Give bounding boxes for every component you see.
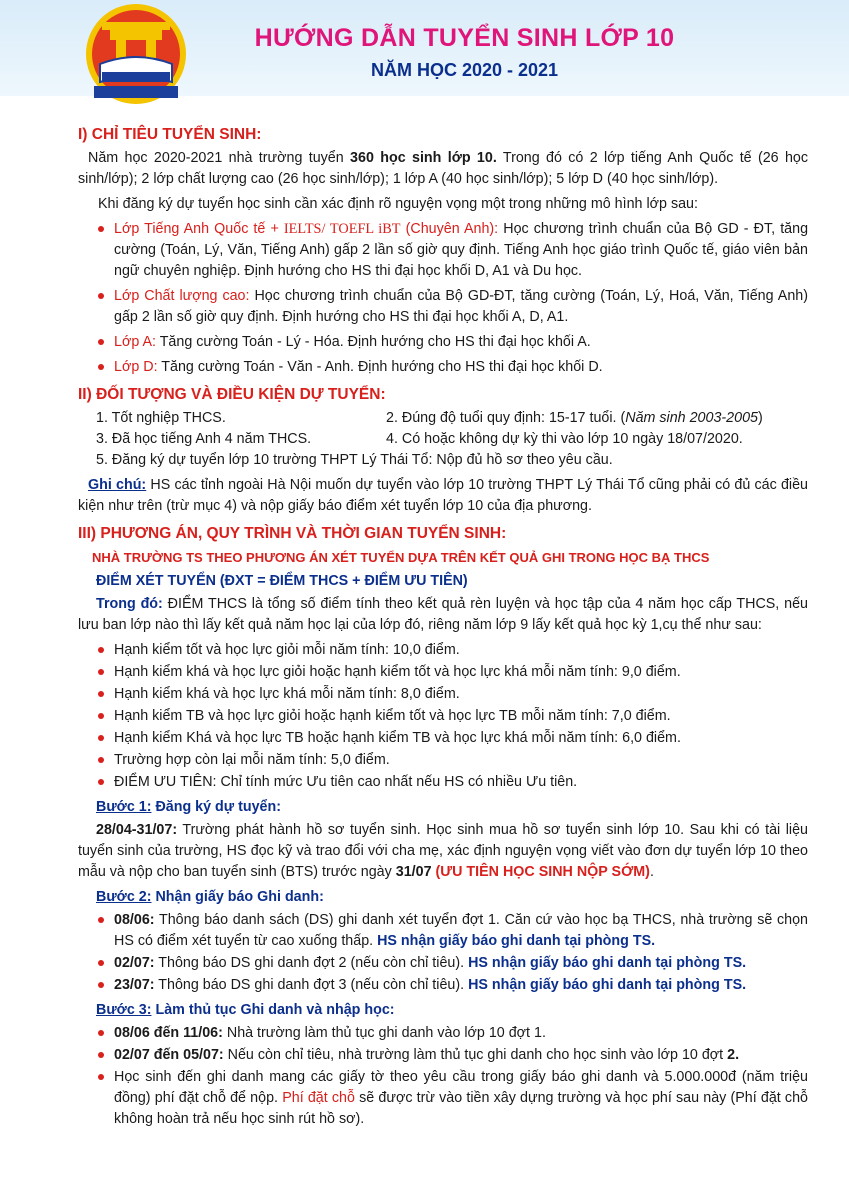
- class-model-list: [78, 219, 808, 378]
- section-3-heading: III) PHƯƠNG ÁN, QUY TRÌNH VÀ THỜI GIAN TUYỂN SINH:: [78, 525, 507, 542]
- s1-paragraph-1: Năm học 2020-2021 nhà trường tuyển 360 học sinh lớp 10. Trong đó có 2 lớp tiếng Anh Quốc tế (26 học sinh/lớp); 2 lớp chất lượng cao (26 học sinh/lớp); 1 lớp A (40 học sinh/lớp); 5 lớp D (40 học sinh/lớp).: [78, 150, 809, 187]
- document-body: [78, 118, 808, 1134]
- page-subtitle: NĂM HỌC 2020 - 2021: [370, 60, 559, 80]
- list-item: Học sinh đến ghi danh mang các giấy tờ theo yêu cầu trong giấy báo ghi danh và 5.000.000đ (năm triệu đồng) phí đặt chỗ để nộp. Phí đặt chỗ sẽ được trừ vào tiền xây dựng trường và học phí sau này (Phí đặt chỗ không hoàn trả nếu học sinh rút hồ sơ).: [96, 1067, 808, 1130]
- list-item: 08/06 đến 11/06: Nhà trường làm thủ tục ghi danh vào lớp 10 đợt 1.: [96, 1023, 808, 1044]
- step-3-heading: Bước 3: Làm thủ tục Ghi danh và nhập học:: [96, 1002, 395, 1018]
- list-item: Hạnh kiểm khá và học lực khá mỗi năm tính: 8,0 điểm.: [96, 684, 808, 705]
- s1-paragraph-2: Khi đăng ký dự tuyển học sinh cần xác định rõ nguyện vọng một trong những mô hình lớp sau:: [98, 196, 698, 212]
- list-item: Lớp D: Tăng cường Toán - Văn - Anh. Định hướng cho HS thi đại học khối D.: [96, 357, 808, 378]
- condition-5: 5. Đăng ký dự tuyển lớp 10 trường THPT Lý Thái Tổ: Nộp đủ hồ sơ theo yêu cầu.: [96, 452, 613, 468]
- page-title: HƯỚNG DẪN TUYỂN SINH LỚP 10: [254, 24, 675, 52]
- step-1-paragraph: 28/04-31/07: Trường phát hành hồ sơ tuyển sinh. Học sinh mua hồ sơ tuyển sinh lớp 10. Sau khi có tài liệu tuyển sinh của trường, HS đọc kỹ và trao đổi với cha mẹ, xác định nguyện vọng viết vào đơn dự tuyển lớp 10 theo mẫu và nộp cho ban tuyển sinh (BTS) trước ngày 31/07 (ƯU TIÊN HỌC SINH NỘP SỚM).: [78, 822, 808, 880]
- step-1-heading: Bước 1: Đăng ký dự tuyển:: [96, 799, 281, 815]
- header-banner: [0, 0, 849, 96]
- list-item: Hạnh kiểm tốt và học lực giỏi mỗi năm tính: 10,0 điểm.: [96, 640, 808, 661]
- s3-paragraph: Trong đó: ĐIỂM THCS là tổng số điểm tính theo kết quả rèn luyện và học tập của 4 năm học cấp THCS, nếu lưu ban lớp nào thì lấy kết quả năm học lại của lớp đó, riêng năm lớp 9 lấy kết quả học kỳ 1,cụ thể như sau:: [78, 596, 808, 633]
- school-logo: [80, 2, 192, 114]
- list-item: 02/07: Thông báo DS ghi danh đợt 2 (nếu còn chỉ tiêu). HS nhận giấy báo ghi danh tại phòng TS.: [96, 953, 808, 974]
- note-paragraph: Ghi chú: HS các tỉnh ngoài Hà Nội muốn dự tuyển vào lớp 10 trường THPT Lý Thái Tổ cũng phải có đủ các điều kiện như trên (trừ mục 4) và nộp giấy báo điểm xét tuyển lớp 10 của địa phương.: [78, 477, 808, 514]
- condition-4: 4. Có hoặc không dự kỳ thi vào lớp 10 ngày 18/07/2020.: [386, 431, 743, 447]
- section-2-heading: II) ĐỐI TƯỢNG VÀ ĐIỀU KIỆN DỰ TUYỂN:: [78, 386, 386, 403]
- conditions-grid: [78, 408, 808, 450]
- condition-3: 3. Đã học tiếng Anh 4 năm THCS.: [96, 431, 312, 447]
- list-item: ĐIỂM ƯU TIÊN: Chỉ tính mức Ưu tiên cao nhất nếu HS có nhiều Ưu tiên.: [96, 772, 808, 793]
- condition-1: 1. Tốt nghiệp THCS.: [96, 410, 226, 426]
- condition-2: 2. Đúng độ tuổi quy định: 15-17 tuổi. (Năm sinh 2003-2005): [386, 410, 763, 426]
- s3-subheading-score: ĐIỂM XÉT TUYỂN (ĐXT = ĐIỂM THCS + ĐIỂM ƯU TIÊN): [96, 573, 468, 589]
- score-list: [78, 640, 808, 793]
- list-item: Hạnh kiểm khá và học lực giỏi hoặc hạnh kiểm tốt và học lực khá mỗi năm tính: 9,0 điểm.: [96, 662, 808, 683]
- step-2-list: [78, 910, 808, 996]
- list-item: Lớp Tiếng Anh Quốc tế + IELTS/ TOEFL iBT (Chuyên Anh): Học chương trình chuẩn của Bộ GD - ĐT, tăng cường (Toán, Lý, Văn, Tiếng Anh) gấp 2 lần số giờ quy định. Tiếng Anh học giáo trình Quốc tế, giáo viên bản ngữ chuyên nghiệp. Định hướng cho HS thi đại học khối D, A1 và Du học.: [96, 219, 808, 282]
- list-item: Lớp A: Tăng cường Toán - Lý - Hóa. Định hướng cho HS thi đại học khối A.: [96, 332, 808, 353]
- list-item: Lớp Chất lượng cao: Học chương trình chuẩn của Bộ GD-ĐT, tăng cường (Toán, Lý, Hoá, Văn, Tiếng Anh) gấp 2 lần số giờ quy định. Định hướng cho HS thi đại học khối A, D, A1.: [96, 286, 808, 328]
- list-item: Hạnh kiểm TB và học lực giỏi hoặc hạnh kiểm tốt và học lực TB mỗi năm tính: 7,0 điểm.: [96, 706, 808, 727]
- step-3-list: [78, 1023, 808, 1130]
- s3-subheading-method: NHÀ TRƯỜNG TS THEO PHƯƠNG ÁN XÉT TUYỂN DỰA TRÊN KẾT QUẢ GHI TRONG HỌC BẠ THCS: [92, 550, 710, 565]
- list-item: 02/07 đến 05/07: Nếu còn chỉ tiêu, nhà trường làm thủ tục ghi danh cho học sinh vào lớp 10 đợt 2.: [96, 1045, 808, 1066]
- list-item: Trường hợp còn lại mỗi năm tính: 5,0 điểm.: [96, 750, 808, 771]
- list-item: Hạnh kiểm Khá và học lực TB hoặc hạnh kiểm TB và học lực khá mỗi năm tính: 6,0 điểm.: [96, 728, 808, 749]
- step-2-heading: Bước 2: Nhận giấy báo Ghi danh:: [96, 889, 324, 905]
- list-item: 23/07: Thông báo DS ghi danh đợt 3 (nếu còn chỉ tiêu). HS nhận giấy báo ghi danh tại phòng TS.: [96, 975, 808, 996]
- section-1-heading: I) CHỈ TIÊU TUYỂN SINH:: [78, 126, 262, 143]
- list-item: 08/06: Thông báo danh sách (DS) ghi danh xét tuyển đợt 1. Căn cứ vào học bạ THCS, nhà trường sẽ chọn HS có điểm xét tuyển từ cao xuống thấp. HS nhận giấy báo ghi danh tại phòng TS.: [96, 910, 808, 952]
